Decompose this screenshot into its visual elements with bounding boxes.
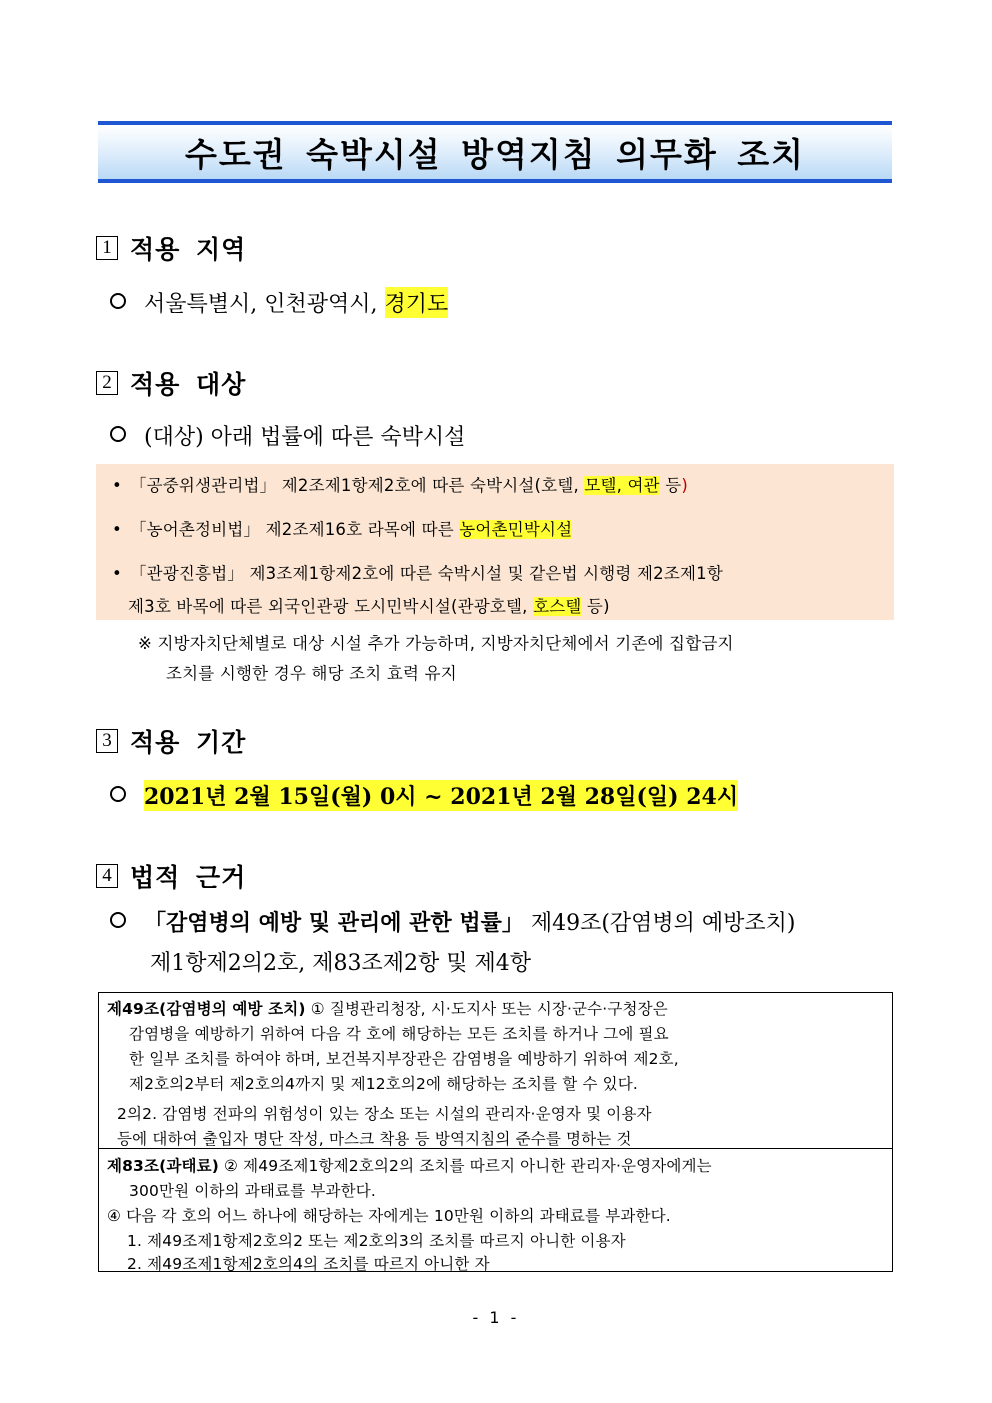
item-highlight: 농어촌민박시설 — [459, 520, 573, 539]
section-4-bullet-cont: 제1항제2의2호, 제83조제2항 및 제4항 — [150, 951, 531, 976]
article-83-line-5: 2. 제49조제1항제2호의4의 조치를 따르지 아니한 자 — [127, 1255, 490, 1273]
section-number: 1 — [96, 236, 118, 260]
section-4-heading — [96, 858, 246, 894]
page-title: 수도권 숙박시설 방역지침 의무화 조치 — [184, 134, 805, 174]
article-49-line-1: 제49조(감염병의 예방 조치) ① 질병관리청장, 시·도지사 또는 시장·군수·구청장은 — [107, 1000, 668, 1018]
section-title: 적용 지역 — [130, 235, 247, 264]
box-divider — [99, 1148, 892, 1149]
law-excerpt-box — [98, 992, 893, 1272]
article-49-line-2: 감염병을 예방하기 위하여 다음 각 호에 해당하는 모든 조치를 하거나 그에 필요 — [129, 1025, 669, 1043]
section-1-heading — [96, 230, 246, 266]
section-1-bullet — [110, 287, 448, 318]
region-list: 서울특별시, 인천광역시, — [144, 292, 385, 317]
dot-bullet-icon: • — [112, 564, 122, 583]
article-49-line-3: 한 일부 조치를 하여야 하며, 보건복지부장관은 감염병을 예방하기 위하여 제2호, — [129, 1050, 679, 1068]
section-title: 적용 대상 — [130, 370, 247, 399]
section-3-bullet — [110, 780, 738, 811]
note-line-1: ※ 지방자치단체별로 대상 시설 추가 가능하며, 지방자치단체에서 기존에 집합금지 — [138, 634, 734, 653]
section-title: 법적 근거 — [130, 863, 247, 892]
target-item-3-cont: 제3호 바목에 따른 외국인관광 도시민박시설(관광호텔, 호스텔 등) — [128, 597, 610, 616]
law-name: 「감염병의 예방 및 관리에 관한 법률」 — [144, 910, 524, 936]
period-text: 2021년 2월 15일(월) 0시 ~ 2021년 2월 28일(일) 24시 — [144, 780, 738, 811]
article-83-line-3: ④ 다음 각 호의 어느 하나에 해당하는 자에게는 10만원 이하의 과태료를 부과한다. — [107, 1207, 671, 1225]
article-49-sub-1: 2의2. 감염병 전파의 위험성이 있는 장소 또는 시설의 관리자·운영자 및 이용자 — [117, 1105, 652, 1123]
item-highlight: 호스텔 — [533, 597, 582, 616]
section-2-heading — [96, 365, 246, 401]
circle-bullet-icon — [110, 912, 126, 928]
region-highlight: 경기도 — [385, 287, 449, 318]
target-item-3: • 「관광진흥법」 제3조제1항제2호에 따른 숙박시설 및 같은법 시행령 제2조제1항 — [112, 564, 723, 583]
page-number: - 1 - — [472, 1308, 520, 1327]
article-49-line-4: 제2호의2부터 제2호의4까지 및 제12호의2에 해당하는 조치를 할 수 있다. — [129, 1075, 638, 1093]
article-83-line-2: 300만원 이하의 과태료를 부과한다. — [129, 1182, 376, 1200]
article-83-title: 제83조(과태료) — [107, 1157, 219, 1175]
section-4-bullet — [110, 906, 796, 937]
circle-bullet-icon — [110, 786, 126, 802]
note-line-2: 조치를 시행한 경우 해당 조치 효력 유지 — [166, 664, 457, 683]
section-title: 적용 기간 — [130, 728, 247, 757]
circle-bullet-icon — [110, 426, 126, 442]
law-article: 제49조(감염병의 예방조치) — [523, 911, 796, 936]
item-highlight: 모텔, 여관 — [584, 476, 660, 495]
article-49-title: 제49조(감염병의 예방 조치) — [107, 1000, 306, 1018]
target-summary: (대상) 아래 법률에 따른 숙박시설 — [144, 425, 466, 450]
title-box — [98, 121, 892, 183]
section-2-bullet — [110, 420, 465, 451]
section-number: 2 — [96, 371, 118, 395]
dot-bullet-icon: • — [112, 476, 122, 495]
circle-bullet-icon — [110, 293, 126, 309]
article-49-sub-2: 등에 대하여 출입자 명단 작성, 마스크 착용 등 방역지침의 준수를 명하는 것 — [117, 1130, 632, 1148]
section-3-heading — [96, 723, 246, 759]
target-item-1: • 「공중위생관리법」 제2조제1항제2호에 따른 숙박시설(호텔, 모텔, 여관 등) — [112, 476, 689, 495]
article-83-line-4: 1. 제49조제1항제2호의2 또는 제2호의3의 조치를 따르지 아니한 이용자 — [127, 1232, 626, 1250]
article-83-line-1: 제83조(과태료) ② 제49조제1항제2호의2의 조치를 따르지 아니한 관리자·운영자에게는 — [107, 1157, 712, 1175]
dot-bullet-icon: • — [112, 520, 122, 539]
target-item-2: • 「농어촌정비법」 제2조제16호 라목에 따른 농어촌민박시설 — [112, 520, 573, 539]
section-number: 3 — [96, 729, 118, 753]
section-number: 4 — [96, 864, 118, 888]
